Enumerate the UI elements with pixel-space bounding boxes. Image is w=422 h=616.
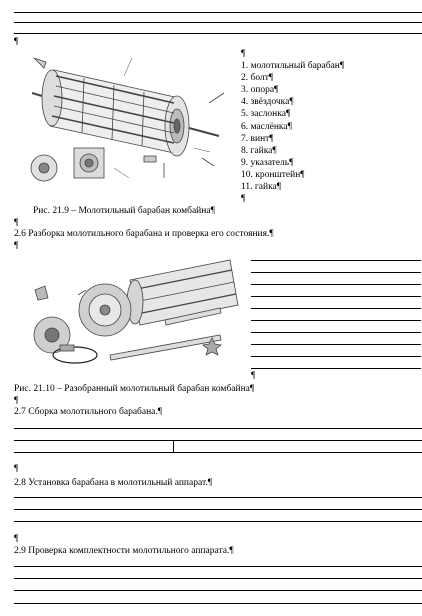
- part-item: ¶: [241, 194, 246, 205]
- part-item: 3. опора¶: [241, 85, 279, 96]
- part-item: 9. указатель¶: [241, 157, 294, 168]
- note-line: [251, 284, 421, 285]
- part-item: 4. звёздочка¶: [241, 97, 294, 108]
- disassembled-drum-drawing: [20, 250, 242, 380]
- answer-line: [14, 428, 422, 429]
- note-line: [251, 344, 421, 345]
- part-item: 11. гайка¶: [241, 182, 282, 193]
- note-line: [251, 368, 421, 369]
- section-2-7-heading: 2.7 Сборка молотильного барабана.¶: [14, 407, 163, 417]
- answer-line: [14, 509, 422, 510]
- answer-line: [14, 566, 422, 567]
- answer-line: [14, 578, 422, 579]
- part-item: 8. гайка¶: [241, 145, 277, 156]
- pilcrow-line: ¶: [251, 371, 256, 381]
- figure2-caption: Рис. 21.10 – Разобранный молотильный барабан комбайна¶: [14, 384, 255, 394]
- pilcrow-line: ¶: [14, 464, 19, 474]
- note-line: [251, 320, 421, 321]
- part-item: 10. кронштейн¶: [241, 169, 305, 180]
- part-item: 6. маслёнка¶: [241, 121, 292, 132]
- parts-legend: [241, 48, 344, 205]
- figure1-caption: Рис. 21.9 – Молотильный барабан комбайна¶: [33, 206, 215, 216]
- answer-line: [14, 497, 422, 498]
- top-rule-3: [14, 33, 422, 34]
- answer-line: [14, 590, 422, 591]
- pilcrow-line: ¶: [14, 534, 19, 544]
- pilcrow-line: ¶: [14, 241, 19, 251]
- top-rule-1: [14, 12, 422, 13]
- note-line: [251, 308, 421, 309]
- note-line: [251, 296, 421, 297]
- part-item: 1. молотильный барабан¶: [241, 61, 345, 72]
- column-divider: [173, 440, 174, 452]
- part-item: 5. заслонка¶: [241, 109, 291, 120]
- section-2-6-heading: 2.6 Разборка молотильного барабана и проверка его состояния.¶: [14, 229, 274, 239]
- threshing-drum-drawing: [14, 48, 236, 208]
- part-item: 7. винт¶: [241, 133, 274, 144]
- top-rule-2: [14, 22, 422, 23]
- section-2-9-heading: 2.9 Проверка комплектности молотильного аппарата.¶: [14, 546, 234, 556]
- note-line: [251, 356, 421, 357]
- note-line: [251, 260, 421, 261]
- part-item: 2. болт¶: [241, 73, 274, 84]
- pilcrow-line: ¶: [14, 396, 19, 406]
- answer-line: [14, 521, 422, 522]
- pilcrow-line: ¶: [14, 218, 19, 228]
- answer-line: [14, 603, 422, 604]
- pilcrow-top: ¶: [14, 37, 19, 47]
- answer-line: [14, 452, 422, 453]
- section-2-8-heading: 2.8 Установка барабана в молотильный аппарат.¶: [14, 478, 213, 488]
- note-line: [251, 272, 421, 273]
- parts-legend-header: ¶: [241, 49, 246, 59]
- answer-line: [14, 440, 422, 441]
- note-line: [251, 332, 421, 333]
